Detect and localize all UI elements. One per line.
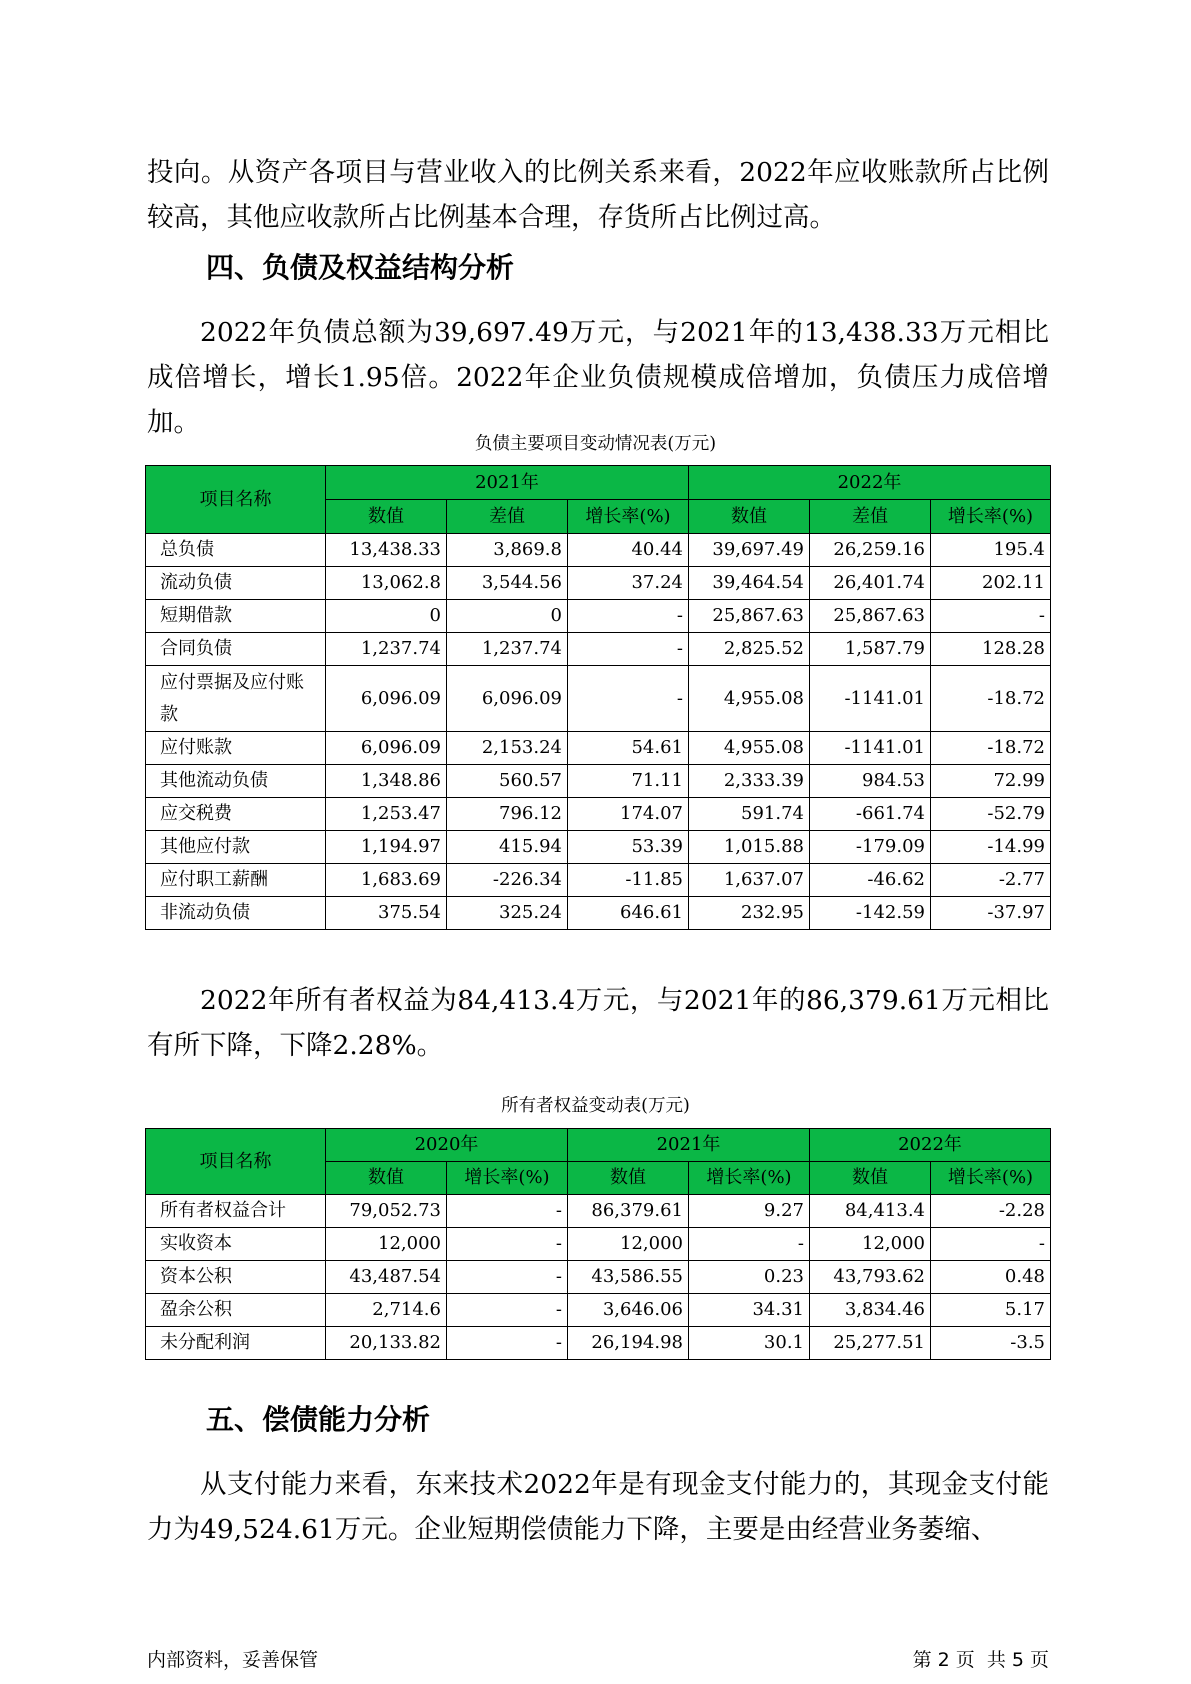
cell: 3,646.06 (568, 1294, 689, 1327)
header-item-name: 项目名称 (146, 1129, 326, 1195)
row-label: 盈余公积 (146, 1294, 326, 1327)
cell: -37.97 (931, 897, 1051, 930)
intro-paragraph: 投向。从资产各项目与营业收入的比例关系来看，2022年应收账款所占比例较高，其他应收款所占比例基本合理，存货所占比例过高。 (147, 157, 1049, 233)
equity-changes-table (145, 1128, 1051, 1360)
cell: 1,237.74 (326, 633, 447, 666)
cell: 25,867.63 (810, 600, 931, 633)
cell: 195.4 (931, 534, 1051, 567)
liability-summary-paragraph: 2022年负债总额为39,697.49万元，与2021年的13,438.33万元相比成倍增长，增长1.95倍。2022年企业负债规模成倍增加，负债压力成倍增加。 (147, 317, 1049, 438)
cell: 232.95 (689, 897, 810, 930)
row-label: 合同负债 (146, 633, 326, 666)
header-year: 2022年 (689, 466, 1051, 500)
table-row (146, 732, 1051, 765)
section-5-heading: 五、偿债能力分析 (206, 1403, 431, 1436)
cell: -661.74 (810, 798, 931, 831)
table-row (146, 1195, 1051, 1228)
cell: 25,867.63 (689, 600, 810, 633)
cell: 1,237.74 (447, 633, 568, 666)
cell: 6,096.09 (447, 666, 568, 732)
table-row (146, 534, 1051, 567)
header-growth-rate: 增长率(%) (931, 1162, 1051, 1195)
table-row (146, 567, 1051, 600)
cell: - (689, 1228, 810, 1261)
header-value: 数值 (326, 500, 447, 534)
cell: 560.57 (447, 765, 568, 798)
cell: 128.28 (931, 633, 1051, 666)
header-year: 2021年 (568, 1129, 810, 1162)
cell: 9.27 (689, 1195, 810, 1228)
cell: 43,586.55 (568, 1261, 689, 1294)
table-row (146, 600, 1051, 633)
cell: 2,825.52 (689, 633, 810, 666)
header-difference: 差值 (447, 500, 568, 534)
cell: 0 (447, 600, 568, 633)
table-row (146, 897, 1051, 930)
cell: 71.11 (568, 765, 689, 798)
section-4-heading: 四、负债及权益结构分析 (206, 251, 515, 284)
table-row (146, 1261, 1051, 1294)
cell: 5.17 (931, 1294, 1051, 1327)
cell: -11.85 (568, 864, 689, 897)
header-value: 数值 (326, 1162, 447, 1195)
cell: -18.72 (931, 732, 1051, 765)
cell: 43,487.54 (326, 1261, 447, 1294)
cell: - (568, 600, 689, 633)
cell: -1141.01 (810, 666, 931, 732)
table2-caption: 所有者权益变动表(万元) (501, 1096, 690, 1116)
cell: -226.34 (447, 864, 568, 897)
cell: 13,438.33 (326, 534, 447, 567)
cell: 4,955.08 (689, 732, 810, 765)
cell: 6,096.09 (326, 732, 447, 765)
row-label: 总负债 (146, 534, 326, 567)
table-row (146, 1228, 1051, 1261)
table-row (146, 831, 1051, 864)
table-row (146, 1294, 1051, 1327)
header-growth-rate: 增长率(%) (568, 500, 689, 534)
cell: 2,153.24 (447, 732, 568, 765)
header-value: 数值 (689, 500, 810, 534)
table-row (146, 798, 1051, 831)
header-growth-rate: 增长率(%) (447, 1162, 568, 1195)
row-label: 所有者权益合计 (146, 1195, 326, 1228)
liability-items-table (145, 465, 1051, 930)
cell: 591.74 (689, 798, 810, 831)
cell: - (931, 1228, 1051, 1261)
cell: 3,869.8 (447, 534, 568, 567)
cell: 1,637.07 (689, 864, 810, 897)
cell: 40.44 (568, 534, 689, 567)
cell: 12,000 (326, 1228, 447, 1261)
solvency-paragraph: 从支付能力来看，东来技术2022年是有现金支付能力的，其现金支付能力为49,524.61万元。企业短期偿债能力下降，主要是由经营业务萎缩、 (147, 1469, 1049, 1545)
cell: 39,464.54 (689, 567, 810, 600)
cell: 72.99 (931, 765, 1051, 798)
cell: 415.94 (447, 831, 568, 864)
cell: - (447, 1261, 568, 1294)
cell: 0.23 (689, 1261, 810, 1294)
cell: -2.28 (931, 1195, 1051, 1228)
cell: -142.59 (810, 897, 931, 930)
cell: -3.5 (931, 1327, 1051, 1360)
cell: 0.48 (931, 1261, 1051, 1294)
cell: 1,253.47 (326, 798, 447, 831)
table-row (146, 765, 1051, 798)
row-label: 流动负债 (146, 567, 326, 600)
cell: -1141.01 (810, 732, 931, 765)
table-row (146, 864, 1051, 897)
footer-confidential-note: 内部资料，妥善保管 (147, 1649, 319, 1671)
cell: 4,955.08 (689, 666, 810, 732)
cell: 79,052.73 (326, 1195, 447, 1228)
row-label: 实收资本 (146, 1228, 326, 1261)
header-growth-rate: 增长率(%) (689, 1162, 810, 1195)
header-year: 2021年 (326, 466, 689, 500)
cell: 1,683.69 (326, 864, 447, 897)
cell: 86,379.61 (568, 1195, 689, 1228)
cell: 0 (326, 600, 447, 633)
cell: - (447, 1195, 568, 1228)
cell: 3,544.56 (447, 567, 568, 600)
header-growth-rate: 增长率(%) (931, 500, 1051, 534)
cell: - (447, 1294, 568, 1327)
cell: 1,015.88 (689, 831, 810, 864)
cell: 26,401.74 (810, 567, 931, 600)
cell: 25,277.51 (810, 1327, 931, 1360)
cell: 202.11 (931, 567, 1051, 600)
cell: 2,333.39 (689, 765, 810, 798)
cell: -52.79 (931, 798, 1051, 831)
cell: - (447, 1327, 568, 1360)
cell: 34.31 (689, 1294, 810, 1327)
row-label: 应付账款 (146, 732, 326, 765)
cell: 43,793.62 (810, 1261, 931, 1294)
cell: - (931, 600, 1051, 633)
row-label: 未分配利润 (146, 1327, 326, 1360)
cell: - (568, 666, 689, 732)
cell: -179.09 (810, 831, 931, 864)
cell: 53.39 (568, 831, 689, 864)
header-value: 数值 (568, 1162, 689, 1195)
table-row (146, 633, 1051, 666)
table-row (146, 1327, 1051, 1360)
row-label: 应付职工薪酬 (146, 864, 326, 897)
cell: -14.99 (931, 831, 1051, 864)
cell: 6,096.09 (326, 666, 447, 732)
equity-summary-paragraph: 2022年所有者权益为84,413.4万元，与2021年的86,379.61万元相比有所下降，下降2.28%。 (147, 985, 1049, 1061)
table1-caption: 负债主要项目变动情况表(万元) (474, 434, 717, 454)
row-label: 应交税费 (146, 798, 326, 831)
cell: 2,714.6 (326, 1294, 447, 1327)
cell: 12,000 (810, 1228, 931, 1261)
cell: 1,587.79 (810, 633, 931, 666)
row-label: 其他应付款 (146, 831, 326, 864)
cell: 375.54 (326, 897, 447, 930)
header-year: 2020年 (326, 1129, 568, 1162)
cell: 646.61 (568, 897, 689, 930)
cell: 13,062.8 (326, 567, 447, 600)
header-value: 数值 (810, 1162, 931, 1195)
cell: -46.62 (810, 864, 931, 897)
cell: 84,413.4 (810, 1195, 931, 1228)
cell: 30.1 (689, 1327, 810, 1360)
row-label: 短期借款 (146, 600, 326, 633)
cell: 3,834.46 (810, 1294, 931, 1327)
footer-page-number: 第 2 页 共 5 页 (912, 1649, 1049, 1671)
cell: 174.07 (568, 798, 689, 831)
header-item-name: 项目名称 (146, 466, 326, 534)
cell: - (447, 1228, 568, 1261)
row-label: 其他流动负债 (146, 765, 326, 798)
row-label: 非流动负债 (146, 897, 326, 930)
cell: 325.24 (447, 897, 568, 930)
cell: 39,697.49 (689, 534, 810, 567)
cell: 54.61 (568, 732, 689, 765)
row-label: 应付票据及应付账款 (146, 666, 326, 732)
cell: 26,259.16 (810, 534, 931, 567)
cell: 20,133.82 (326, 1327, 447, 1360)
header-year: 2022年 (810, 1129, 1051, 1162)
cell: 1,348.86 (326, 765, 447, 798)
cell: 26,194.98 (568, 1327, 689, 1360)
cell: 984.53 (810, 765, 931, 798)
cell: - (568, 633, 689, 666)
row-label: 资本公积 (146, 1261, 326, 1294)
cell: -2.77 (931, 864, 1051, 897)
table-row (146, 666, 1051, 732)
cell: -18.72 (931, 666, 1051, 732)
cell: 1,194.97 (326, 831, 447, 864)
cell: 796.12 (447, 798, 568, 831)
header-difference: 差值 (810, 500, 931, 534)
cell: 12,000 (568, 1228, 689, 1261)
cell: 37.24 (568, 567, 689, 600)
